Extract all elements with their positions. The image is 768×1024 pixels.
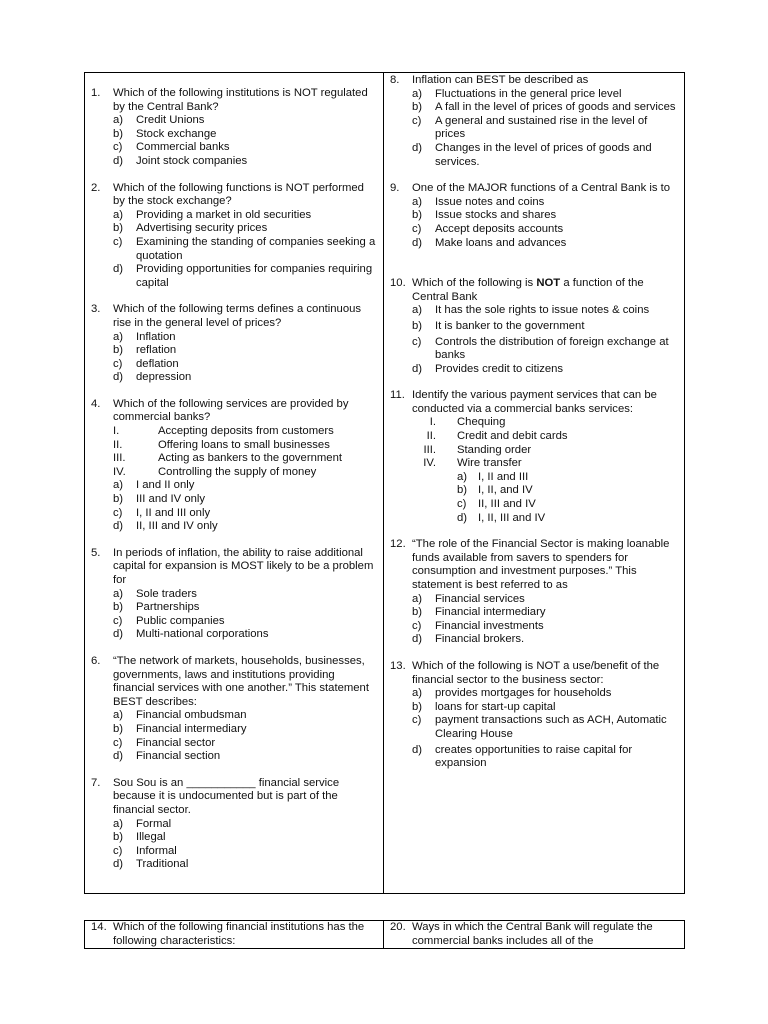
roman-item-iv — [390, 457, 678, 471]
option-label: d) — [113, 628, 124, 641]
option-c — [91, 141, 377, 155]
roman-text: Acting as bankers to the government — [158, 452, 342, 465]
right-column — [384, 73, 684, 893]
option-c — [390, 223, 678, 237]
question-stem: Which of the following functions is NOT performed by the stock exchange? — [113, 181, 364, 208]
option-label: c) — [412, 222, 422, 235]
question-stem: Identify the various payment services that can be conducted via a commercial banks services: — [412, 389, 657, 415]
question-1 — [91, 87, 377, 169]
option-label: d) — [113, 371, 124, 384]
option-text: creates opportunities to raise capital for expansion — [435, 743, 633, 770]
question-number: 14. — [91, 921, 107, 933]
option-text: Fluctuations in the general price level — [435, 87, 622, 100]
option-label: c) — [113, 506, 123, 519]
option-text: loans for start-up capital — [435, 700, 556, 713]
roman-text: Offering loans to small businesses — [158, 438, 330, 451]
option-a — [91, 209, 377, 223]
question-stem: Sou Sou is an ___________ financial service because it is undocumented but is part of the financial sector. — [113, 776, 340, 816]
option-b — [91, 831, 377, 845]
question-11 — [390, 389, 678, 525]
option-label: c) — [457, 498, 467, 511]
option-label: d) — [412, 633, 423, 646]
option-text: provides mortgages for households — [435, 687, 612, 700]
question-10 — [390, 277, 678, 376]
roman-label: II. — [113, 438, 123, 451]
option-c — [91, 615, 377, 629]
option-label: d) — [113, 263, 124, 276]
option-b — [390, 606, 678, 620]
option-label: b) — [457, 484, 468, 497]
option-label: c) — [412, 335, 422, 348]
question-number: 2. — [91, 181, 101, 194]
option-d — [91, 750, 377, 764]
option-c — [390, 498, 678, 512]
question-number: 6. — [91, 654, 101, 667]
option-text: Public companies — [136, 614, 225, 627]
roman-text: Chequing — [457, 416, 506, 429]
question-number: 4. — [91, 397, 101, 410]
option-label: a) — [113, 114, 124, 127]
option-label: b) — [412, 319, 423, 332]
option-c — [91, 358, 377, 372]
option-text: I and II only — [136, 479, 195, 492]
option-text: I, II and III only — [136, 506, 211, 519]
option-b — [390, 701, 678, 715]
option-d — [91, 263, 377, 290]
option-text: I, II, III and IV — [478, 511, 546, 524]
option-text: Financial sector — [136, 736, 216, 749]
option-a — [91, 479, 377, 493]
option-a — [390, 687, 678, 701]
question-number: 13. — [390, 659, 406, 672]
option-text: Stock exchange — [136, 127, 217, 140]
roman-text: Accepting deposits from customers — [158, 425, 334, 438]
roman-label: IV. — [113, 465, 126, 478]
option-text: Credit Unions — [136, 114, 205, 127]
question-12 — [390, 538, 678, 647]
roman-label: III. — [423, 443, 436, 456]
question-number: 7. — [91, 776, 101, 789]
option-label: c) — [113, 844, 123, 857]
option-text: payment transactions such as ACH, Automatic Clearing House — [435, 714, 667, 740]
option-label: d) — [457, 511, 468, 524]
option-label: b) — [113, 222, 124, 235]
option-text: II, III and IV — [478, 498, 536, 511]
option-label: b) — [412, 209, 423, 222]
roman-label: I. — [113, 425, 120, 438]
option-text: Providing a market in old securities — [136, 208, 312, 221]
option-text: Informal — [136, 844, 177, 857]
option-label: a) — [412, 687, 423, 700]
question-13 — [390, 660, 678, 771]
option-c — [390, 115, 678, 142]
roman-text: Credit and debit cards — [457, 430, 568, 443]
option-b — [390, 320, 678, 334]
option-d — [91, 520, 377, 534]
option-text: Sole traders — [136, 587, 197, 600]
option-text: deflation — [136, 357, 179, 370]
question-stem: Which of the following is NOT a use/benefit of the financial sector to the business sector: — [412, 659, 660, 686]
option-text: Financial services — [435, 592, 525, 605]
option-a — [390, 88, 678, 102]
option-d — [390, 512, 678, 526]
question-stem: Which of the following financial institutions has the following characteristics: — [113, 921, 365, 947]
option-text: Changes in the level of prices of goods and services. — [435, 141, 652, 168]
option-b — [390, 101, 678, 115]
option-text: Commercial banks — [136, 141, 230, 154]
option-text: Providing opportunities for companies requiring capital — [136, 263, 373, 289]
option-b — [390, 484, 678, 498]
option-text: III and IV only — [136, 493, 206, 506]
option-text: A fall in the level of prices of goods and services — [435, 101, 676, 114]
option-c — [390, 620, 678, 634]
option-text: Controls the distribution of foreign exchange at banks — [435, 335, 669, 362]
option-label: a) — [412, 592, 423, 605]
option-label: a) — [113, 208, 124, 221]
roman-text: Wire transfer — [457, 457, 522, 470]
question-stem: “The network of markets, households, businesses, governments, laws and institutions providing financial services with one another.” This statement BEST describes: — [113, 654, 369, 708]
option-text: A general and sustained rise in the level of prices — [435, 114, 648, 141]
roman-item-iv — [91, 466, 377, 480]
question-stem: Which of the following terms defines a continuous rise in the general level of prices? — [113, 303, 362, 329]
option-text: reflation — [136, 344, 177, 357]
option-a — [390, 304, 678, 318]
option-text: I, II and III — [478, 470, 529, 483]
question-number: 5. — [91, 546, 101, 559]
question-number: 20. — [390, 921, 406, 933]
question-stem — [390, 277, 678, 304]
option-d — [91, 371, 377, 385]
option-label: a) — [113, 587, 124, 600]
option-label: c) — [113, 357, 123, 370]
option-label: d) — [113, 520, 124, 533]
option-d — [390, 142, 678, 169]
option-label: a) — [412, 195, 423, 208]
option-text: Inflation — [136, 330, 176, 343]
option-text: Traditional — [136, 858, 189, 871]
option-b — [91, 723, 377, 737]
option-text: Make loans and advances — [435, 236, 567, 249]
option-label: d) — [113, 750, 124, 763]
option-c — [390, 714, 678, 741]
stem-text: a function of the Central Bank — [412, 277, 644, 303]
question-7 — [91, 777, 377, 872]
option-text: Multi-national corporations — [136, 628, 269, 641]
option-label: c) — [113, 614, 123, 627]
option-label: a) — [113, 479, 124, 492]
left-column — [85, 73, 384, 893]
option-label: b) — [113, 344, 124, 357]
option-b — [91, 344, 377, 358]
roman-text: Standing order — [457, 443, 532, 456]
option-a — [91, 588, 377, 602]
question-table-top — [84, 72, 685, 894]
option-label: b) — [113, 493, 124, 506]
option-label: c) — [412, 714, 422, 727]
option-label: b) — [113, 722, 124, 735]
option-label: b) — [113, 601, 124, 614]
option-text: It is banker to the government — [435, 319, 585, 332]
option-text: Partnerships — [136, 601, 200, 614]
roman-label: I. — [429, 416, 436, 429]
roman-label: III. — [113, 452, 126, 465]
option-label: d) — [412, 362, 423, 375]
option-label: a) — [457, 470, 468, 483]
question-6 — [91, 655, 377, 764]
question-stem: “The role of the Financial Sector is making loanable funds available from savers to spenders for consumption and investment purposes.” This statement is best referred to as — [412, 538, 670, 591]
roman-text: Controlling the supply of money — [158, 465, 317, 478]
option-text: II, III and IV only — [136, 520, 218, 533]
roman-item-i — [390, 416, 678, 430]
question-2 — [91, 182, 377, 291]
left-column — [85, 921, 384, 948]
question-14 — [91, 921, 377, 948]
option-c — [91, 507, 377, 521]
roman-item-ii — [390, 430, 678, 444]
option-a — [91, 818, 377, 832]
question-number: 10. — [390, 277, 406, 290]
question-5 — [91, 547, 377, 642]
question-stem: Which of the following services are provided by commercial banks? — [113, 397, 349, 424]
option-text: Financial intermediary — [435, 606, 546, 619]
option-text: Financial section — [136, 750, 221, 763]
roman-item-iii — [91, 452, 377, 466]
option-label: b) — [113, 127, 124, 140]
question-4 — [91, 398, 377, 534]
option-label: c) — [113, 141, 123, 154]
option-a — [91, 709, 377, 723]
option-d — [390, 363, 678, 377]
question-number: 8. — [390, 74, 400, 86]
option-text: Formal — [136, 817, 172, 830]
option-text: It has the sole rights to issue notes & coins — [435, 304, 650, 317]
question-number: 9. — [390, 182, 400, 195]
option-label: a) — [113, 817, 124, 830]
option-label: b) — [412, 700, 423, 713]
option-label: b) — [412, 606, 423, 619]
question-number: 3. — [91, 303, 101, 316]
option-text: Examining the standing of companies seeking a quotation — [136, 235, 376, 262]
option-d — [390, 744, 678, 771]
option-text: Issue notes and coins — [435, 195, 545, 208]
option-text: Accept deposits accounts — [435, 222, 564, 235]
option-c — [91, 236, 377, 263]
option-label: b) — [113, 831, 124, 844]
right-column — [384, 921, 684, 948]
option-text: Financial brokers. — [435, 633, 525, 646]
option-c — [91, 845, 377, 859]
question-number: 12. — [390, 538, 406, 551]
stem-emphasis: NOT — [536, 277, 561, 290]
question-table-bottom — [84, 920, 685, 949]
question-stem: Which of the following institutions is NOT regulated by the Central Bank? — [113, 87, 368, 113]
stem-text: Which of the following is — [412, 277, 537, 290]
option-c — [390, 336, 678, 363]
option-text: Financial investments — [435, 619, 544, 632]
option-label: c) — [113, 736, 123, 749]
option-b — [91, 493, 377, 507]
question-stem: One of the MAJOR functions of a Central Bank is to — [412, 182, 671, 195]
question-number: 1. — [91, 87, 101, 99]
option-text: Advertising security prices — [136, 222, 268, 235]
option-label: d) — [412, 743, 423, 756]
option-b — [390, 209, 678, 223]
option-d — [91, 858, 377, 872]
option-d — [91, 628, 377, 642]
question-stem: In periods of inflation, the ability to raise additional capital for expansion is MOST likely to be a problem for — [113, 546, 374, 586]
option-label: a) — [412, 304, 423, 317]
option-b — [91, 222, 377, 236]
roman-item-iii — [390, 444, 678, 458]
option-label: a) — [113, 330, 124, 343]
option-text: I, II, and IV — [478, 484, 533, 497]
question-3 — [91, 303, 377, 385]
option-a — [390, 471, 678, 485]
option-text: Issue stocks and shares — [435, 209, 557, 222]
option-text: Financial ombudsman — [136, 709, 247, 722]
roman-label: IV. — [423, 457, 436, 470]
option-label: c) — [412, 619, 422, 632]
option-label: d) — [412, 236, 423, 249]
roman-item-i — [91, 425, 377, 439]
option-a — [390, 593, 678, 607]
option-label: a) — [412, 87, 423, 100]
option-label: b) — [412, 101, 423, 114]
question-9 — [390, 182, 678, 250]
option-text: Joint stock companies — [136, 154, 248, 167]
option-a — [91, 331, 377, 345]
option-b — [91, 601, 377, 615]
roman-label: II. — [426, 430, 436, 443]
option-label: d) — [113, 858, 124, 871]
question-8 — [390, 74, 678, 169]
option-label: a) — [113, 709, 124, 722]
option-label: c) — [113, 235, 123, 248]
option-label: d) — [412, 141, 423, 154]
option-d — [390, 633, 678, 647]
option-text: depression — [136, 371, 192, 384]
option-text: Financial intermediary — [136, 722, 247, 735]
option-b — [91, 128, 377, 142]
option-text: Provides credit to citizens — [435, 362, 564, 375]
option-label: d) — [113, 154, 124, 167]
question-stem: Ways in which the Central Bank will regulate the commercial banks includes all of the — [412, 921, 653, 947]
roman-item-ii — [91, 439, 377, 453]
option-c — [91, 737, 377, 751]
option-a — [390, 196, 678, 210]
option-a — [91, 114, 377, 128]
question-stem: Inflation can BEST be described as — [412, 74, 589, 86]
question-20 — [390, 921, 678, 948]
option-text: Illegal — [136, 831, 166, 844]
option-d — [390, 237, 678, 251]
option-d — [91, 155, 377, 169]
question-number: 11. — [390, 389, 405, 402]
option-label: c) — [412, 114, 422, 127]
